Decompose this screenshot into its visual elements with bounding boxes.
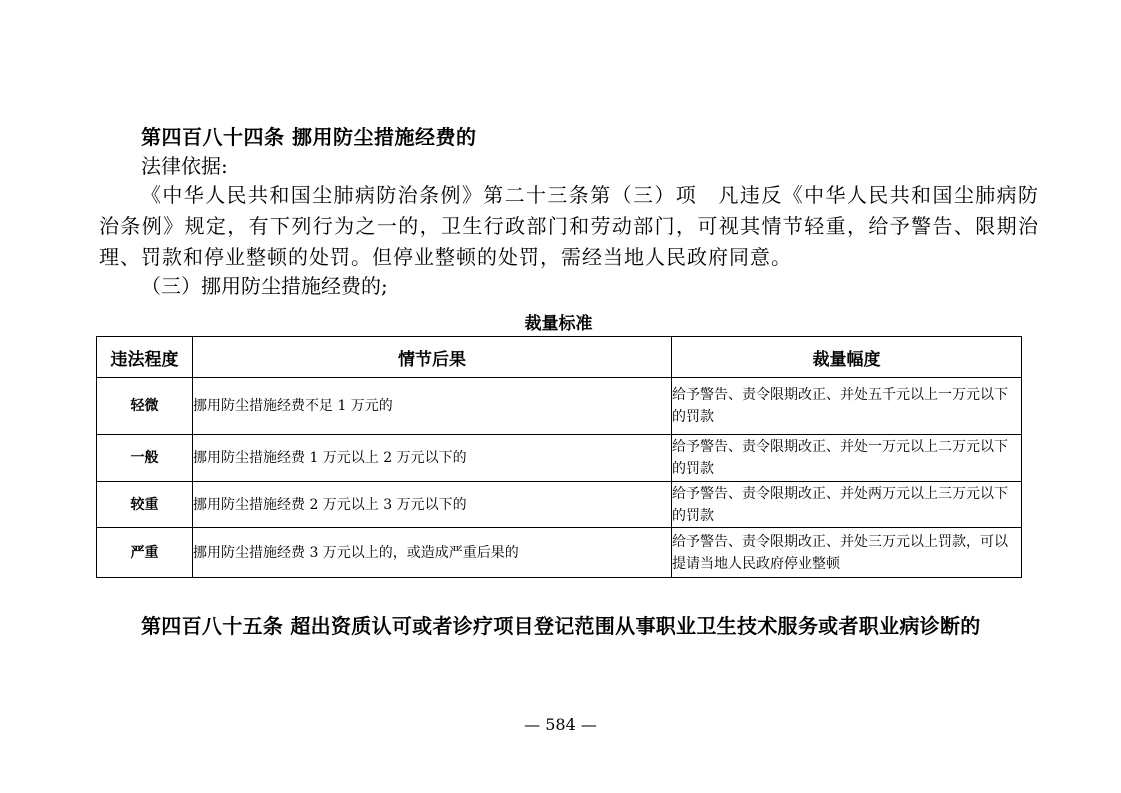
table-row xyxy=(97,482,1022,528)
header-range: 裁量幅度 xyxy=(672,337,1022,378)
legal-basis-label: 法律依据: xyxy=(141,154,228,178)
discretion-standards-table xyxy=(96,336,1022,578)
degree-cell: 一般 xyxy=(97,435,193,482)
degree-cell: 轻微 xyxy=(97,378,193,435)
header-consequence: 情节后果 xyxy=(193,337,672,378)
table-row xyxy=(97,435,1022,482)
next-article-heading: 第四百八十五条 超出资质认可或者诊疗项目登记范围从事职业卫生技术服务或者职业病诊断的 xyxy=(141,614,981,638)
article-heading: 第四百八十四条 挪用防尘措施经费的 xyxy=(141,125,477,149)
range-cell: 给予警告、责令限期改正、并处三万元以上罚款，可以提请当地人民政府停业整顿 xyxy=(672,528,1022,578)
table-row xyxy=(97,378,1022,435)
table-header-row xyxy=(97,337,1022,378)
table-row xyxy=(97,528,1022,578)
table-title: 裁量标准 xyxy=(524,314,593,334)
range-cell: 给予警告、责令限期改正、并处两万元以上三万元以下的罚款 xyxy=(672,482,1022,528)
degree-cell: 较重 xyxy=(97,482,193,528)
consequence-cell: 挪用防尘措施经费 2 万元以上 3 万元以下的 xyxy=(193,482,672,528)
page-number: — 584 — xyxy=(524,715,597,734)
degree-cell: 严重 xyxy=(97,528,193,578)
violation-item: （三）挪用防尘措施经费的; xyxy=(141,274,388,298)
consequence-cell: 挪用防尘措施经费不足 1 万元的 xyxy=(193,378,672,435)
range-cell: 给予警告、责令限期改正、并处五千元以上一万元以下的罚款 xyxy=(672,378,1022,435)
range-cell: 给予警告、责令限期改正、并处一万元以上二万元以下的罚款 xyxy=(672,435,1022,482)
consequence-cell: 挪用防尘措施经费 3 万元以上的，或造成严重后果的 xyxy=(193,528,672,578)
consequence-cell: 挪用防尘措施经费 1 万元以上 2 万元以下的 xyxy=(193,435,672,482)
header-degree: 违法程度 xyxy=(97,337,193,378)
legal-basis-text: 《中华人民共和国尘肺病防治条例》第二十三条第（三）项 凡违反《中华人民共和国尘肺病防治条例》规定，有下列行为之一的，卫生行政部门和劳动部门，可视其情节轻重，给予警告、限期治理、罚款和停业整顿的处罚。但停业整顿的处罚，需经当地人民政府同意。 xyxy=(99,183,1039,269)
